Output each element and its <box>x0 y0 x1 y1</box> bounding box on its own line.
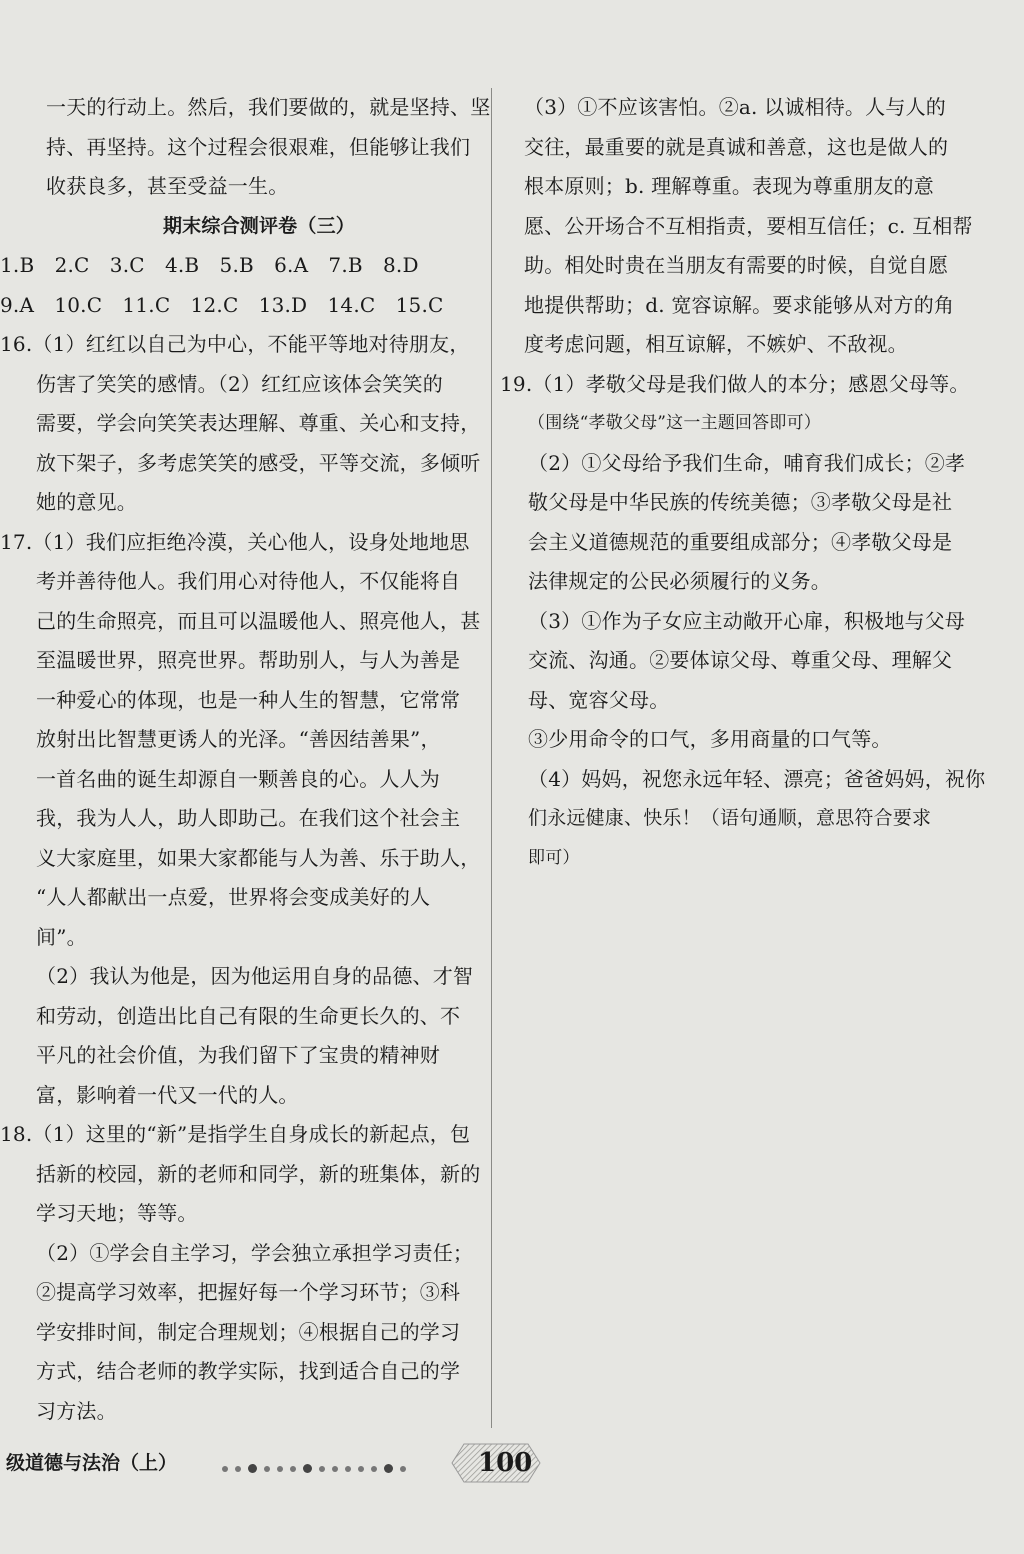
text-line: 间”。 <box>36 924 87 949</box>
question-19-answer: 19.（1）孝敬父母是我们做人的本分；感恩父母等。 <box>500 371 970 396</box>
column-divider <box>491 88 492 1428</box>
text-line: 一天的行动上。然后，我们要做的，就是坚持、坚 <box>46 95 491 119</box>
text-line: 助。相处时贵在当朋友有需要的时候，自觉自愿 <box>524 253 949 277</box>
left-column <box>0 88 491 1431</box>
text-line: 她的意见。 <box>36 490 137 514</box>
text-line: ②提高学习效率，把握好每一个学习环节；③科 <box>36 1280 461 1304</box>
page-number: 100 <box>478 1448 533 1478</box>
text-line: 习方法。 <box>36 1398 117 1423</box>
text-line: 一首名曲的诞生却源自一颗善良的心。人人为 <box>36 766 440 791</box>
text-line: 和劳动，创造出比自己有限的生命更长久的、不 <box>36 1003 461 1028</box>
text-line: 学习天地；等等。 <box>36 1201 198 1225</box>
text-line: 富，影响着一代又一代的人。 <box>36 1082 299 1107</box>
text-line: 义大家庭里，如果大家都能与人为善、乐于助人， <box>36 845 481 870</box>
text-line: 法律规定的公民必须履行的义务。 <box>528 569 831 593</box>
text-line: 收获良多，甚至受益一生。 <box>46 174 289 198</box>
page-footer <box>0 1440 1024 1490</box>
text-line: 会主义道德规范的重要组成部分；④孝敬父母是 <box>528 529 953 554</box>
text-line: 伤害了笑笑的感情。（2）红红应该体会笑笑的 <box>36 371 443 396</box>
text-line: 至温暖世界，照亮世界。帮助别人，与人为善是 <box>36 648 461 672</box>
text-line: ③少用命令的口气，多用商量的口气等。 <box>528 727 892 751</box>
text-line: 括新的校园，新的老师和同学，新的班集体，新的 <box>36 1161 481 1186</box>
book-title: 级道德与法治（上） <box>6 1452 178 1474</box>
question-16-answer: 16.（1）红红以自己为中心，不能平等地对待朋友， <box>0 332 470 356</box>
text-line: 我，我为人人，助人即助己。在我们这个社会主 <box>36 806 461 830</box>
text-line: 方式，结合老师的教学实际，找到适合自己的学 <box>36 1359 461 1383</box>
text-line: 们永远健康、快乐！（语句通顺，意思符合要求 <box>528 807 932 829</box>
text-line: （2）我认为他是，因为他运用自身的品德、才智 <box>36 964 474 988</box>
text-line: 交往，最重要的就是真诚和善意，这也是做人的 <box>524 134 949 159</box>
choice-answers-row: 9.A 10.C 11.C 12.C 13.D 14.C 15.C <box>0 292 444 317</box>
section-title: 期末综合测评卷（三） <box>162 214 355 237</box>
text-line: “人人都献出一点爱，世界将会变成美好的人 <box>36 885 431 909</box>
text-line: 需要，学会向笑笑表达理解、尊重、关心和支持， <box>36 411 481 435</box>
text-line: 持、再坚持。这个过程会很艰难，但能够让我们 <box>46 134 471 159</box>
text-line: 学安排时间，制定合理规划；④根据自己的学习 <box>36 1319 461 1344</box>
right-column <box>500 88 986 878</box>
text-line: 母、宽容父母。 <box>528 687 670 712</box>
text-line: 度考虑问题，相互谅解，不嫉妒、不敌视。 <box>524 332 908 356</box>
text-line: 己的生命照亮，而且可以温暖他人、照亮他人，甚 <box>36 608 481 633</box>
question-17-answer: 17.（1）我们应拒绝冷漠，关心他人，设身处地地思 <box>0 529 470 554</box>
answer-note: 即可） <box>528 847 580 868</box>
answer-note: （围绕“孝敬父母”这一主题回答即可） <box>528 413 821 433</box>
text-line: （2）①父母给予我们生命，哺育我们成长；②孝 <box>528 450 966 475</box>
text-line: 一种爱心的体现，也是一种人生的智慧，它常常 <box>36 687 461 712</box>
text-line: （4）妈妈，祝您永远年轻、漂亮；爸爸妈妈，祝你 <box>528 766 986 791</box>
text-line: （3）①不应该害怕。②a. 以诚相待。人与人的 <box>524 95 946 119</box>
text-line: 平凡的社会价值，为我们留下了宝贵的精神财 <box>36 1043 440 1067</box>
text-line: （2）①学会自主学习，学会独立承担学习责任； <box>36 1240 474 1265</box>
text-line: （3）①作为子女应主动敞开心扉，积极地与父母 <box>528 608 966 633</box>
question-18-answer: 18.（1）这里的“新”是指学生自身成长的新起点，包 <box>0 1122 471 1146</box>
decorative-dots <box>222 1458 413 1477</box>
text-line: 地提供帮助；d. 宽容谅解。要求能够从对方的角 <box>524 292 955 317</box>
choice-answers-row: 1.B 2.C 3.C 4.B 5.B 6.A 7.B 8.D <box>0 253 419 277</box>
text-line: 根本原则；b. 理解尊重。表现为尊重朋友的意 <box>524 174 934 198</box>
text-line: 放射出比智慧更诱人的光泽。“善因结善果”， <box>36 727 441 751</box>
text-line: 敬父母是中华民族的传统美德；③孝敬父母是社 <box>528 490 953 514</box>
text-line: 放下架子，多考虑笑笑的感受，平等交流，多倾听 <box>36 450 481 475</box>
text-line: 愿、公开场合不互相指责，要相互信任；c. 互相帮 <box>524 213 973 238</box>
text-line: 交流、沟通。②要体谅父母、尊重父母、理解父 <box>528 648 953 672</box>
text-line: 考并善待他人。我们用心对待他人，不仅能将自 <box>36 569 461 593</box>
